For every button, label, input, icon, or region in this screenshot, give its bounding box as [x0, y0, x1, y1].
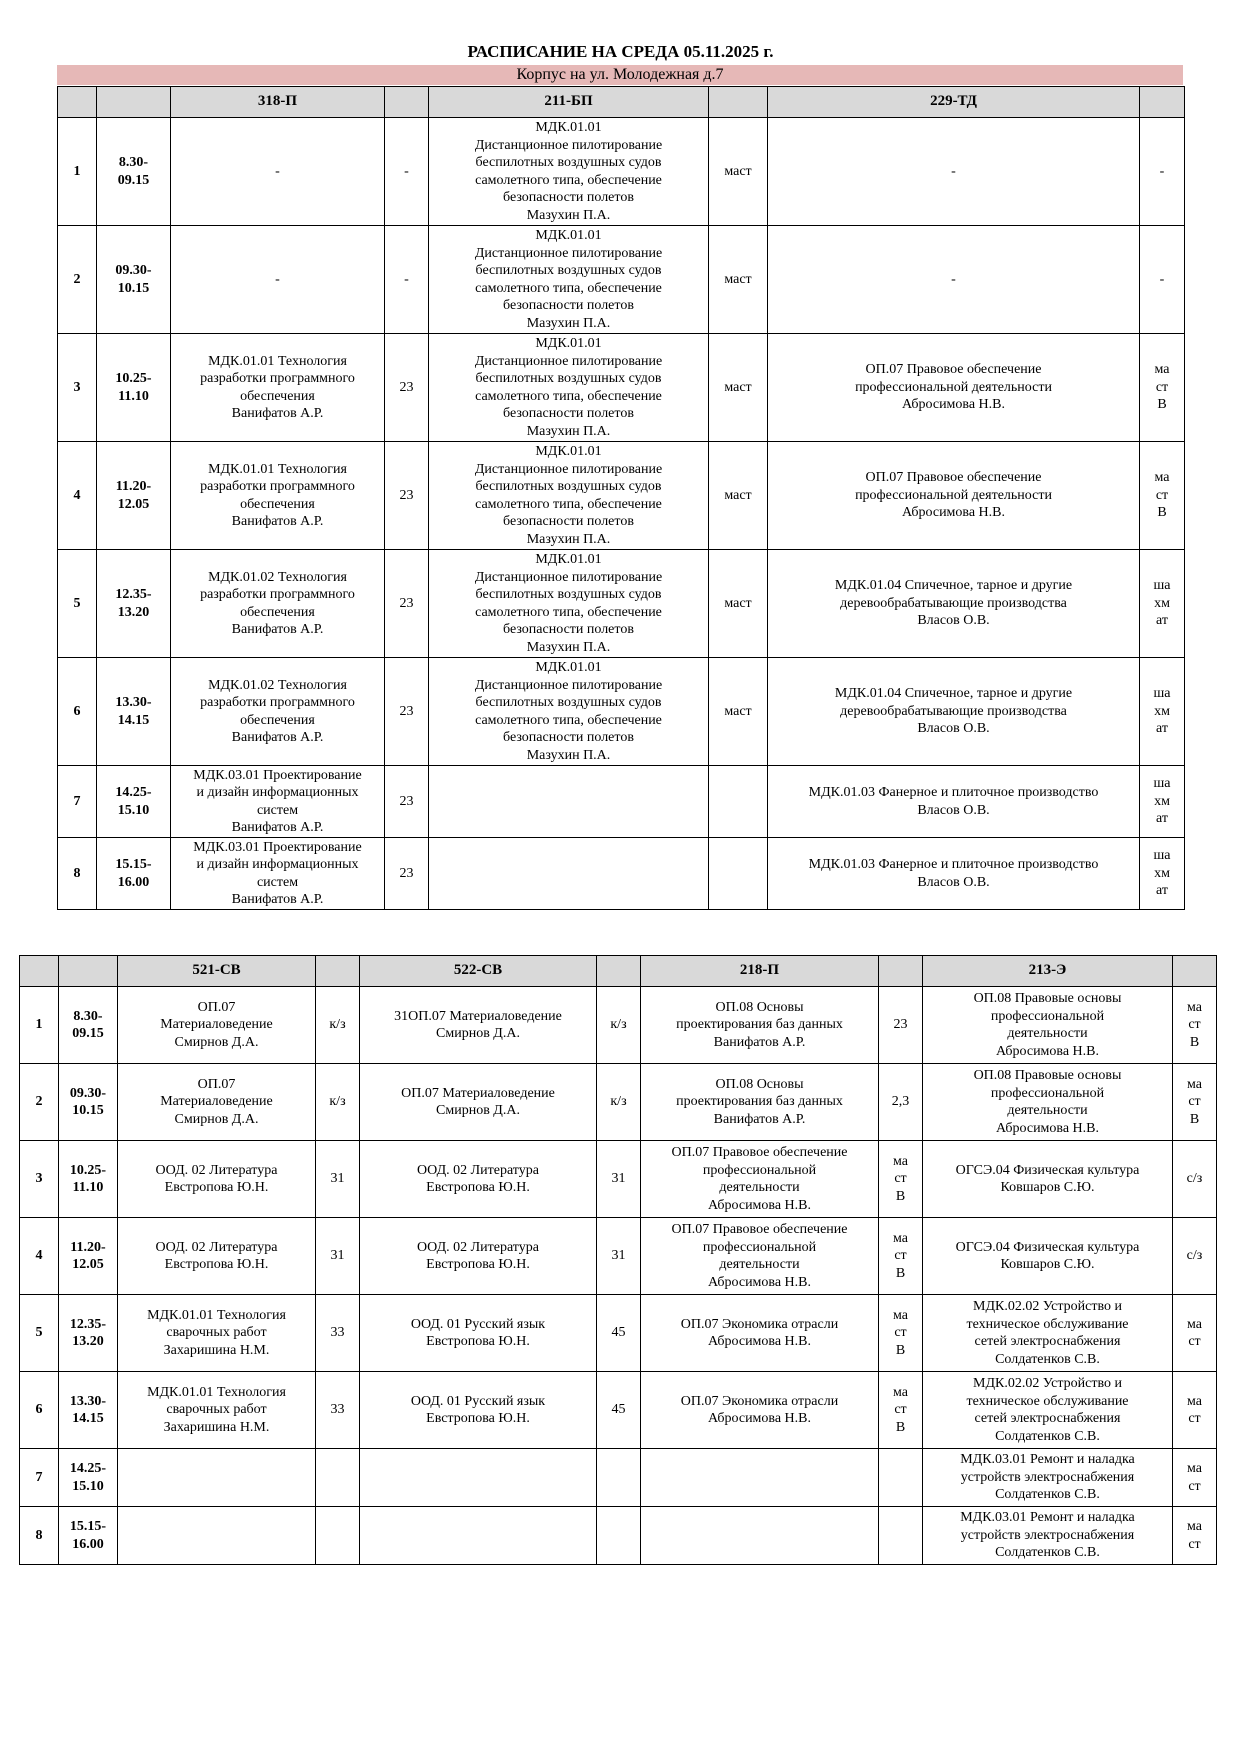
lesson-number: 6	[20, 1372, 59, 1449]
group-header: 522-СВ	[360, 956, 597, 987]
room-cell: к/з	[316, 987, 360, 1064]
room-cell: ма ст	[1173, 1507, 1217, 1565]
room-cell	[597, 1449, 641, 1507]
subject-cell: ООД. 02 Литература Евстропова Ю.Н.	[360, 1218, 597, 1295]
subject-cell: МДК.01.02 Технология разработки программного обеспечения Ванифатов А.Р.	[171, 550, 385, 658]
lesson-number: 8	[58, 838, 97, 910]
subject-cell: МДК.03.01 Ремонт и наладка устройств электроснабжения Солдатенков С.В.	[923, 1507, 1173, 1565]
lesson-number: 1	[20, 987, 59, 1064]
lesson-time: 15.15- 16.00	[97, 838, 171, 910]
subject-cell: -	[768, 226, 1140, 334]
subject-cell: ОП.08 Основы проектирования баз данных Ванифатов А.Р.	[641, 987, 879, 1064]
lesson-time: 14.25- 15.10	[59, 1449, 118, 1507]
table-row	[20, 1295, 1217, 1372]
subject-cell: МДК.03.01 Ремонт и наладка устройств электроснабжения Солдатенков С.В.	[923, 1449, 1173, 1507]
room-cell: 31	[316, 1218, 360, 1295]
subject-cell: МДК.01.03 Фанерное и плиточное производство Власов О.В.	[768, 838, 1140, 910]
room-cell: 31	[316, 1141, 360, 1218]
lesson-time: 8.30- 09.15	[97, 118, 171, 226]
lesson-time: 8.30- 09.15	[59, 987, 118, 1064]
lesson-number: 5	[58, 550, 97, 658]
room-cell: ма ст	[1173, 1295, 1217, 1372]
header-cell-blank	[97, 87, 171, 118]
room-cell: 23	[385, 766, 429, 838]
subject-cell: МДК.01.01 Технология сварочных работ Захаришина Н.М.	[118, 1295, 316, 1372]
subject-cell: ООД. 02 Литература Евстропова Ю.Н.	[118, 1141, 316, 1218]
table-row	[58, 550, 1185, 658]
subject-cell: МДК.03.01 Проектирование и дизайн информационных систем Ванифатов А.Р.	[171, 766, 385, 838]
room-cell	[879, 1449, 923, 1507]
table-row	[20, 1507, 1217, 1565]
subject-cell: ОГСЭ.04 Физическая культура Ковшаров С.Ю.	[923, 1218, 1173, 1295]
subject-cell: МДК.01.01 Технология разработки программного обеспечения Ванифатов А.Р.	[171, 442, 385, 550]
table-row	[58, 658, 1185, 766]
room-cell: маст	[709, 226, 768, 334]
room-cell: ма ст В	[1140, 334, 1185, 442]
room-cell: 23	[879, 987, 923, 1064]
room-cell: маст	[709, 334, 768, 442]
schedule-table-2	[19, 955, 1217, 1565]
room-cell: маст	[709, 118, 768, 226]
room-cell: 23	[385, 550, 429, 658]
building-banner: Корпус на ул. Молодежная д.7	[57, 65, 1183, 85]
subject-cell: МДК.01.01 Дистанционное пилотирование беспилотных воздушных судов самолетного типа, обеспечение безопасности полетов Мазухин П.А.	[429, 334, 709, 442]
subject-cell: МДК.03.01 Проектирование и дизайн информационных систем Ванифатов А.Р.	[171, 838, 385, 910]
room-cell: -	[1140, 118, 1185, 226]
header-cell-blank	[879, 956, 923, 987]
lesson-number: 1	[58, 118, 97, 226]
header-cell-blank	[59, 956, 118, 987]
header-cell-blank	[709, 87, 768, 118]
room-cell: ма ст В	[879, 1372, 923, 1449]
header-cell-blank	[58, 87, 97, 118]
room-cell: к/з	[597, 1064, 641, 1141]
lesson-number: 6	[58, 658, 97, 766]
lesson-time: 09.30- 10.15	[97, 226, 171, 334]
lesson-time: 13.30- 14.15	[97, 658, 171, 766]
subject-cell: МДК.01.04 Спичечное, тарное и другие деревообрабатывающие производства Власов О.В.	[768, 550, 1140, 658]
table-row	[20, 1372, 1217, 1449]
subject-cell: ООД. 02 Литература Евстропова Ю.Н.	[118, 1218, 316, 1295]
header-cell-blank	[20, 956, 59, 987]
subject-cell: МДК.02.02 Устройство и техническое обслуживание сетей электроснабжения Солдатенков С.В.	[923, 1372, 1173, 1449]
subject-cell: МДК.01.04 Спичечное, тарное и другие деревообрабатывающие производства Власов О.В.	[768, 658, 1140, 766]
lesson-number: 2	[58, 226, 97, 334]
room-cell	[879, 1507, 923, 1565]
room-cell: маст	[709, 442, 768, 550]
room-cell: ша хм ат	[1140, 838, 1185, 910]
table-row	[20, 1064, 1217, 1141]
table-row	[58, 334, 1185, 442]
room-cell: 33	[316, 1295, 360, 1372]
subject-cell: МДК.01.01 Дистанционное пилотирование беспилотных воздушных судов самолетного типа, обеспечение безопасности полетов Мазухин П.А.	[429, 550, 709, 658]
subject-cell: ОП.07 Правовое обеспечение профессиональной деятельности Абросимова Н.В.	[641, 1141, 879, 1218]
lesson-time: 14.25- 15.10	[97, 766, 171, 838]
room-cell: 23	[385, 442, 429, 550]
subject-cell: ОП.08 Правовые основы профессиональной деятельности Абросимова Н.В.	[923, 987, 1173, 1064]
subject-cell: ОП.07 Правовое обеспечение профессиональной деятельности Абросимова Н.В.	[768, 334, 1140, 442]
subject-cell: ОП.07 Правовое обеспечение профессиональной деятельности Абросимова Н.В.	[641, 1218, 879, 1295]
subject-cell: ОП.08 Правовые основы профессиональной деятельности Абросимова Н.В.	[923, 1064, 1173, 1141]
lesson-time: 10.25- 11.10	[59, 1141, 118, 1218]
room-cell: -	[385, 118, 429, 226]
subject-cell: ООД. 01 Русский язык Евстропова Ю.Н.	[360, 1372, 597, 1449]
subject-cell: ОП.07 Материаловедение Смирнов Д.А.	[360, 1064, 597, 1141]
subject-cell: МДК.01.01 Дистанционное пилотирование беспилотных воздушных судов самолетного типа, обеспечение безопасности полетов Мазухин П.А.	[429, 442, 709, 550]
room-cell: -	[1140, 226, 1185, 334]
lesson-time: 09.30- 10.15	[59, 1064, 118, 1141]
group-header: 211-БП	[429, 87, 709, 118]
room-cell	[316, 1449, 360, 1507]
room-cell	[709, 766, 768, 838]
lesson-time: 13.30- 14.15	[59, 1372, 118, 1449]
room-cell: 23	[385, 838, 429, 910]
table-row	[58, 838, 1185, 910]
room-cell: ма ст В	[879, 1218, 923, 1295]
group-header: 213-Э	[923, 956, 1173, 987]
table-header-row	[58, 87, 1185, 118]
room-cell: 31	[597, 1141, 641, 1218]
subject-cell: МДК.01.03 Фанерное и плиточное производство Власов О.В.	[768, 766, 1140, 838]
room-cell: ма ст В	[1173, 1064, 1217, 1141]
room-cell: 31	[597, 1218, 641, 1295]
header-cell-blank	[597, 956, 641, 987]
subject-cell: ОП.07 Правовое обеспечение профессиональной деятельности Абросимова Н.В.	[768, 442, 1140, 550]
table-row	[20, 1218, 1217, 1295]
room-cell: 45	[597, 1372, 641, 1449]
room-cell: ма ст В	[1140, 442, 1185, 550]
subject-cell	[360, 1507, 597, 1565]
subject-cell: МДК.01.01 Технология разработки программного обеспечения Ванифатов А.Р.	[171, 334, 385, 442]
subject-cell: ОП.07 Экономика отрасли Абросимова Н.В.	[641, 1372, 879, 1449]
lesson-number: 7	[20, 1449, 59, 1507]
room-cell: к/з	[316, 1064, 360, 1141]
subject-cell: ООД. 01 Русский язык Евстропова Ю.Н.	[360, 1295, 597, 1372]
subject-cell: МДК.01.02 Технология разработки программного обеспечения Ванифатов А.Р.	[171, 658, 385, 766]
table-row	[20, 1449, 1217, 1507]
lesson-number: 4	[20, 1218, 59, 1295]
subject-cell: МДК.01.01 Дистанционное пилотирование беспилотных воздушных судов самолетного типа, обеспечение безопасности полетов Мазухин П.А.	[429, 118, 709, 226]
subject-cell: -	[171, 118, 385, 226]
lesson-number: 2	[20, 1064, 59, 1141]
subject-cell: ОП.07 Материаловедение Смирнов Д.А.	[118, 1064, 316, 1141]
group-header: 521-СВ	[118, 956, 316, 987]
lesson-number: 3	[58, 334, 97, 442]
lesson-number: 7	[58, 766, 97, 838]
room-cell: 33	[316, 1372, 360, 1449]
room-cell: ша хм ат	[1140, 658, 1185, 766]
room-cell: -	[385, 226, 429, 334]
table-row	[58, 226, 1185, 334]
subject-cell: 31ОП.07 Материаловедение Смирнов Д.А.	[360, 987, 597, 1064]
table-row	[58, 442, 1185, 550]
room-cell: ма ст В	[879, 1295, 923, 1372]
lesson-time: 11.20- 12.05	[59, 1218, 118, 1295]
room-cell: к/з	[597, 987, 641, 1064]
subject-cell	[641, 1507, 879, 1565]
header-cell-blank	[385, 87, 429, 118]
table-row	[20, 987, 1217, 1064]
table-row	[58, 118, 1185, 226]
header-cell-blank	[316, 956, 360, 987]
table-header-row	[20, 956, 1217, 987]
lesson-number: 4	[58, 442, 97, 550]
subject-cell: ООД. 02 Литература Евстропова Ю.Н.	[360, 1141, 597, 1218]
subject-cell: ОГСЭ.04 Физическая культура Ковшаров С.Ю.	[923, 1141, 1173, 1218]
room-cell	[709, 838, 768, 910]
room-cell: 23	[385, 334, 429, 442]
subject-cell	[641, 1449, 879, 1507]
room-cell: маст	[709, 550, 768, 658]
room-cell: ма ст	[1173, 1449, 1217, 1507]
subject-cell	[118, 1449, 316, 1507]
subject-cell: -	[171, 226, 385, 334]
room-cell: ма ст В	[1173, 987, 1217, 1064]
lesson-time: 10.25- 11.10	[97, 334, 171, 442]
subject-cell	[429, 838, 709, 910]
subject-cell	[429, 766, 709, 838]
header-cell-blank	[1173, 956, 1217, 987]
room-cell: ша хм ат	[1140, 550, 1185, 658]
page-title: РАСПИСАНИЕ НА СРЕДА 05.11.2025 г.	[467, 42, 774, 61]
group-header: 318-П	[171, 87, 385, 118]
room-cell: маст	[709, 658, 768, 766]
schedule-table-1	[57, 86, 1185, 910]
table-row	[58, 766, 1185, 838]
room-cell: с/з	[1173, 1141, 1217, 1218]
subject-cell: МДК.02.02 Устройство и техническое обслуживание сетей электроснабжения Солдатенков С.В.	[923, 1295, 1173, 1372]
lesson-time: 12.35- 13.20	[59, 1295, 118, 1372]
header-cell-blank	[1140, 87, 1185, 118]
table-row	[20, 1141, 1217, 1218]
subject-cell	[360, 1449, 597, 1507]
subject-cell: ОП.07 Экономика отрасли Абросимова Н.В.	[641, 1295, 879, 1372]
group-header: 218-П	[641, 956, 879, 987]
subject-cell: -	[768, 118, 1140, 226]
lesson-number: 3	[20, 1141, 59, 1218]
subject-cell: МДК.01.01 Технология сварочных работ Захаришина Н.М.	[118, 1372, 316, 1449]
subject-cell: МДК.01.01 Дистанционное пилотирование беспилотных воздушных судов самолетного типа, обеспечение безопасности полетов Мазухин П.А.	[429, 658, 709, 766]
lesson-number: 8	[20, 1507, 59, 1565]
lesson-time: 11.20- 12.05	[97, 442, 171, 550]
lesson-time: 15.15- 16.00	[59, 1507, 118, 1565]
lesson-number: 5	[20, 1295, 59, 1372]
room-cell: 45	[597, 1295, 641, 1372]
room-cell: 2,3	[879, 1064, 923, 1141]
subject-cell: МДК.01.01 Дистанционное пилотирование беспилотных воздушных судов самолетного типа, обеспечение безопасности полетов Мазухин П.А.	[429, 226, 709, 334]
subject-cell: ОП.07 Материаловедение Смирнов Д.А.	[118, 987, 316, 1064]
room-cell: ма ст В	[879, 1141, 923, 1218]
room-cell	[316, 1507, 360, 1565]
group-header: 229-ТД	[768, 87, 1140, 118]
subject-cell	[118, 1507, 316, 1565]
room-cell: ма ст	[1173, 1372, 1217, 1449]
lesson-time: 12.35- 13.20	[97, 550, 171, 658]
room-cell: 23	[385, 658, 429, 766]
room-cell: ша хм ат	[1140, 766, 1185, 838]
subject-cell: ОП.08 Основы проектирования баз данных Ванифатов А.Р.	[641, 1064, 879, 1141]
room-cell: с/з	[1173, 1218, 1217, 1295]
room-cell	[597, 1507, 641, 1565]
